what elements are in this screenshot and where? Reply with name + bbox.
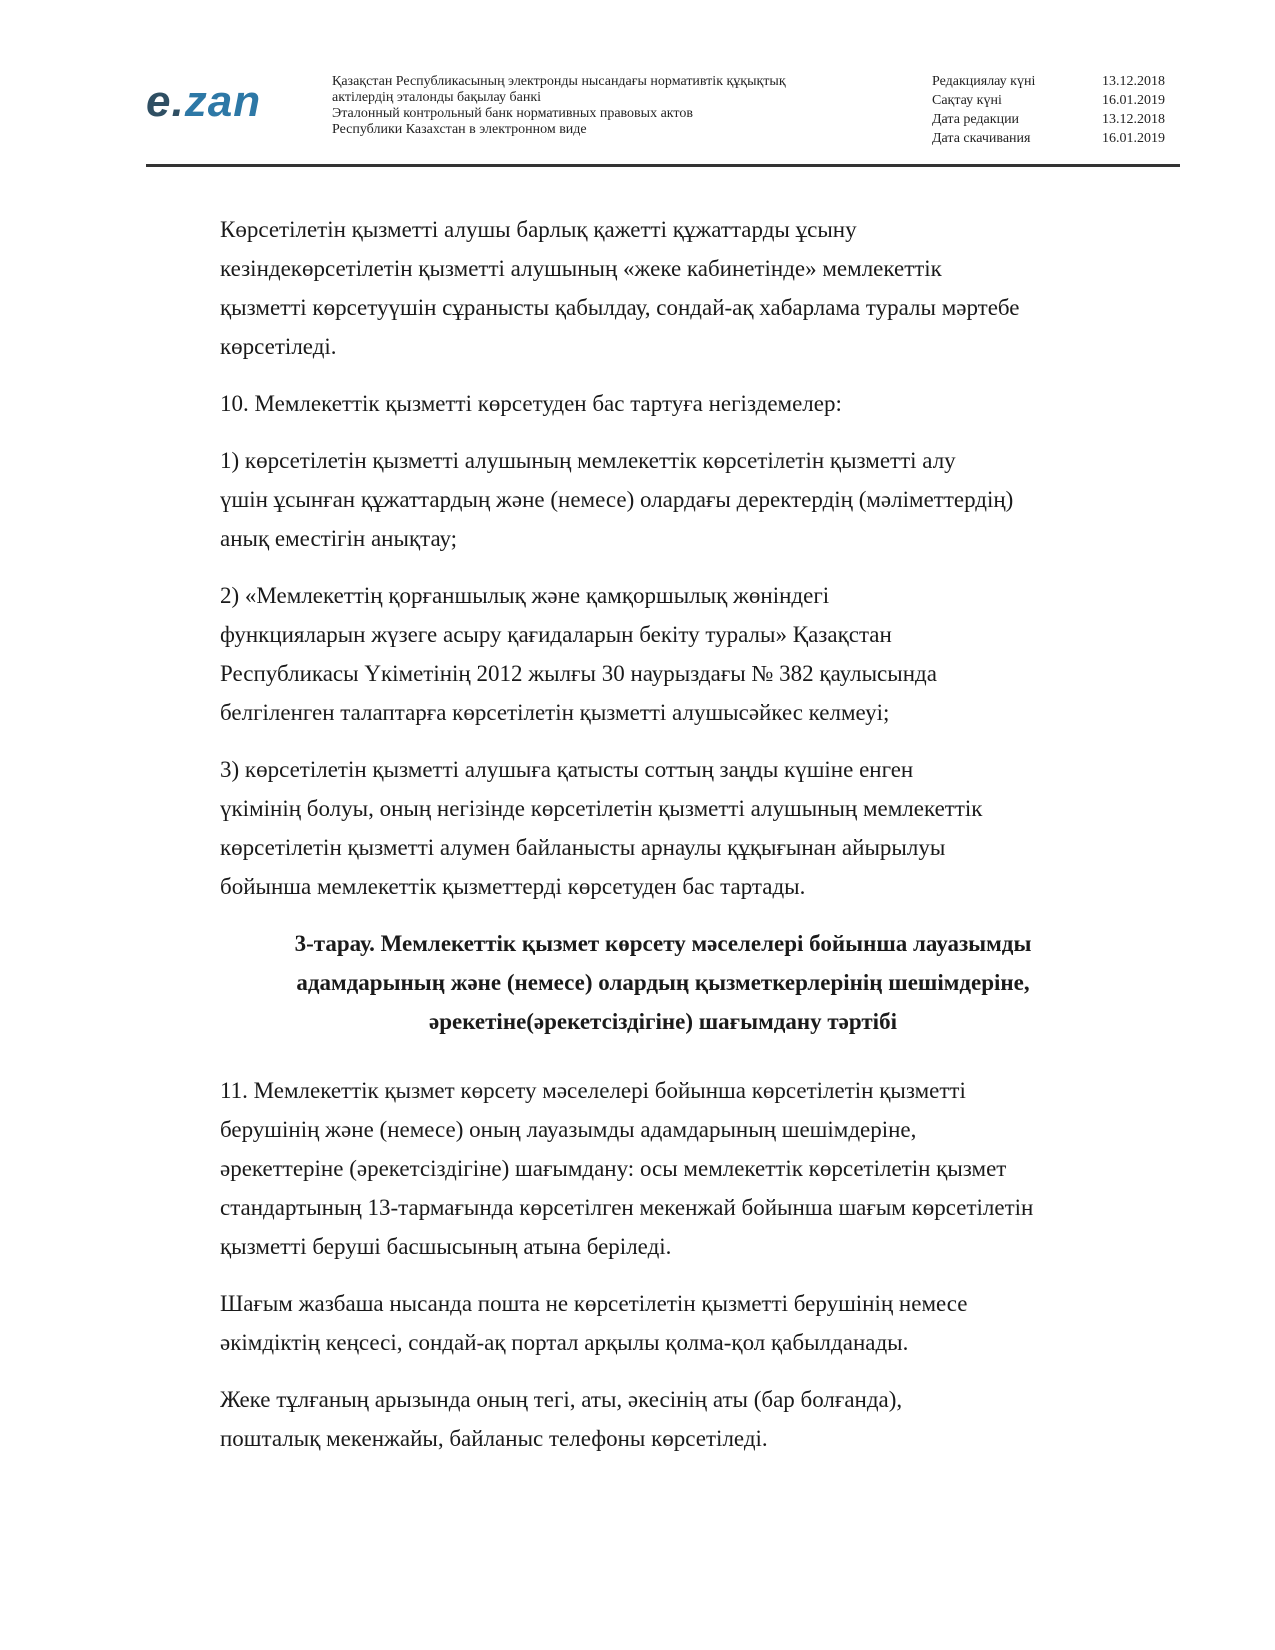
text-line: 11. Мемлекеттік қызмет көрсету мәселелері бойынша көрсетілетін қызметті bbox=[220, 1078, 966, 1103]
organization-name bbox=[332, 74, 892, 138]
meta-label: Дата скачивания bbox=[932, 131, 1031, 146]
document-header bbox=[146, 68, 1180, 164]
meta-value: 16.01.2019 bbox=[1102, 131, 1165, 146]
text-line: үкімінің болуы, оның негізінде көрсетілетін қызметті алушының мемлекеттік bbox=[220, 796, 983, 821]
meta-label: Сақтау күні bbox=[932, 93, 1002, 108]
paragraph-individual-application bbox=[148, 1380, 1178, 1458]
org-line: Қазақстан Республикасының электронды нысандағы нормативтік құқықтық bbox=[332, 74, 786, 89]
org-line: Республики Казахстан в электронном виде bbox=[332, 122, 587, 137]
header-divider bbox=[146, 164, 1180, 167]
paragraph-personal-cabinet bbox=[148, 210, 1178, 366]
heading-line: адамдарының және (немесе) олардың қызметкерлерінің шешімдеріне, bbox=[296, 970, 1030, 995]
text-line: белгіленген талаптарға көрсетілетін қызметті алушысәйкес келмеуі; bbox=[220, 700, 890, 725]
text-line: Көрсетілетін қызметті алушы барлық қажетті құжаттарды ұсыну bbox=[220, 217, 857, 242]
text-line: Жеке тұлғаның арызында оның тегі, аты, әкесінің аты (бар болғанда), bbox=[220, 1387, 903, 1412]
text-line: бойынша мемлекеттік қызметтерді көрсетуден бас тартады. bbox=[220, 874, 806, 899]
text-line: 3) көрсетілетін қызметті алушыға қатысты соттың заңды күшіне енген bbox=[220, 757, 914, 782]
meta-label: Редакциялау күні bbox=[932, 74, 1036, 89]
text-line: көрсетіледі. bbox=[220, 334, 337, 359]
text-line: пошталық мекенжайы, байланыс телефоны көрсетіледі. bbox=[220, 1426, 768, 1451]
meta-row-save-date-kz bbox=[932, 91, 1182, 110]
text-line: функцияларын жүзеге асыру қағидаларын бекіту туралы» Қазақстан bbox=[220, 622, 892, 647]
text-line: көрсетілетін қызметті алумен байланысты арнаулы құқығынан айырылуы bbox=[220, 835, 946, 860]
meta-row-edit-date-ru bbox=[932, 110, 1182, 129]
heading-line: әрекетіне(әрекетсіздігіне) шағымдану тәртібі bbox=[429, 1009, 897, 1034]
text-line: қызметті көрсетуүшін сұранысты қабылдау, сондай-ақ хабарлама туралы мәртебе bbox=[220, 295, 1020, 320]
text-line: анық еместігін анықтау; bbox=[220, 526, 458, 551]
text-line: 2) «Мемлекеттің қорғаншылық және қамқоршылық жөніндегі bbox=[220, 583, 830, 608]
text-line: үшін ұсынған құжаттардың және (немесе) олардағы деректердің (мәліметтердің) bbox=[220, 487, 1014, 512]
meta-value: 13.12.2018 bbox=[1102, 74, 1165, 89]
text-line: Шағым жазбаша нысанда пошта не көрсетілетін қызметті берушінің немесе bbox=[220, 1291, 968, 1316]
meta-row-edit-date-kz bbox=[932, 72, 1182, 91]
text-line: кезіндекөрсетілетін қызметті алушының «жеке кабинетінде» мемлекеттік bbox=[220, 256, 942, 281]
ezan-logo: e.zan bbox=[146, 77, 262, 126]
meta-value: 13.12.2018 bbox=[1102, 112, 1165, 127]
paragraph-item-2 bbox=[148, 576, 1178, 732]
org-line: актілердің эталонды бақылау банкі bbox=[332, 90, 542, 105]
text-line: Республикасы Үкіметінің 2012 жылғы 30 наурыздағы № 382 қаулысында bbox=[220, 661, 937, 686]
heading-line: 3-тарау. Мемлекеттік қызмет көрсету мәселелері бойынша лауазымды bbox=[294, 931, 1032, 956]
text-line: берушінің және (немесе) оның лауазымды адамдарының шешімдеріне, bbox=[220, 1117, 917, 1142]
document-dates bbox=[932, 72, 1182, 148]
meta-row-download-date-ru bbox=[932, 129, 1182, 148]
org-line: Эталонный контрольный банк нормативных правовых актов bbox=[332, 106, 693, 121]
text-line: 10. Мемлекеттік қызметті көрсетуден бас тартуға негіздемелер: bbox=[220, 391, 842, 416]
text-line: әрекеттеріне (әрекетсіздігіне) шағымдану: осы мемлекеттік көрсетілетін қызмет bbox=[220, 1156, 1007, 1181]
text-line: қызметті беруші басшысының атына беріледі. bbox=[220, 1234, 672, 1259]
text-line: әкімдіктің кеңсесі, сондай-ақ портал арқылы қолма-қол қабылданады. bbox=[220, 1330, 909, 1355]
meta-value: 16.01.2019 bbox=[1102, 93, 1165, 108]
chapter-3-heading bbox=[148, 924, 1178, 1041]
text-line: стандартының 13-тармағында көрсетілген мекенжай бойынша шағым көрсетілетін bbox=[220, 1195, 1034, 1220]
paragraph-item-3 bbox=[148, 750, 1178, 906]
paragraph-10-refusal-grounds bbox=[148, 384, 1178, 423]
document-body bbox=[148, 210, 1178, 1476]
paragraph-item-1 bbox=[148, 441, 1178, 558]
paragraph-11-complaints bbox=[148, 1071, 1178, 1266]
meta-label: Дата редакции bbox=[932, 112, 1020, 127]
paragraph-complaint-submission bbox=[148, 1284, 1178, 1362]
text-line: 1) көрсетілетін қызметті алушының мемлекеттік көрсетілетін қызметті алу bbox=[220, 448, 956, 473]
